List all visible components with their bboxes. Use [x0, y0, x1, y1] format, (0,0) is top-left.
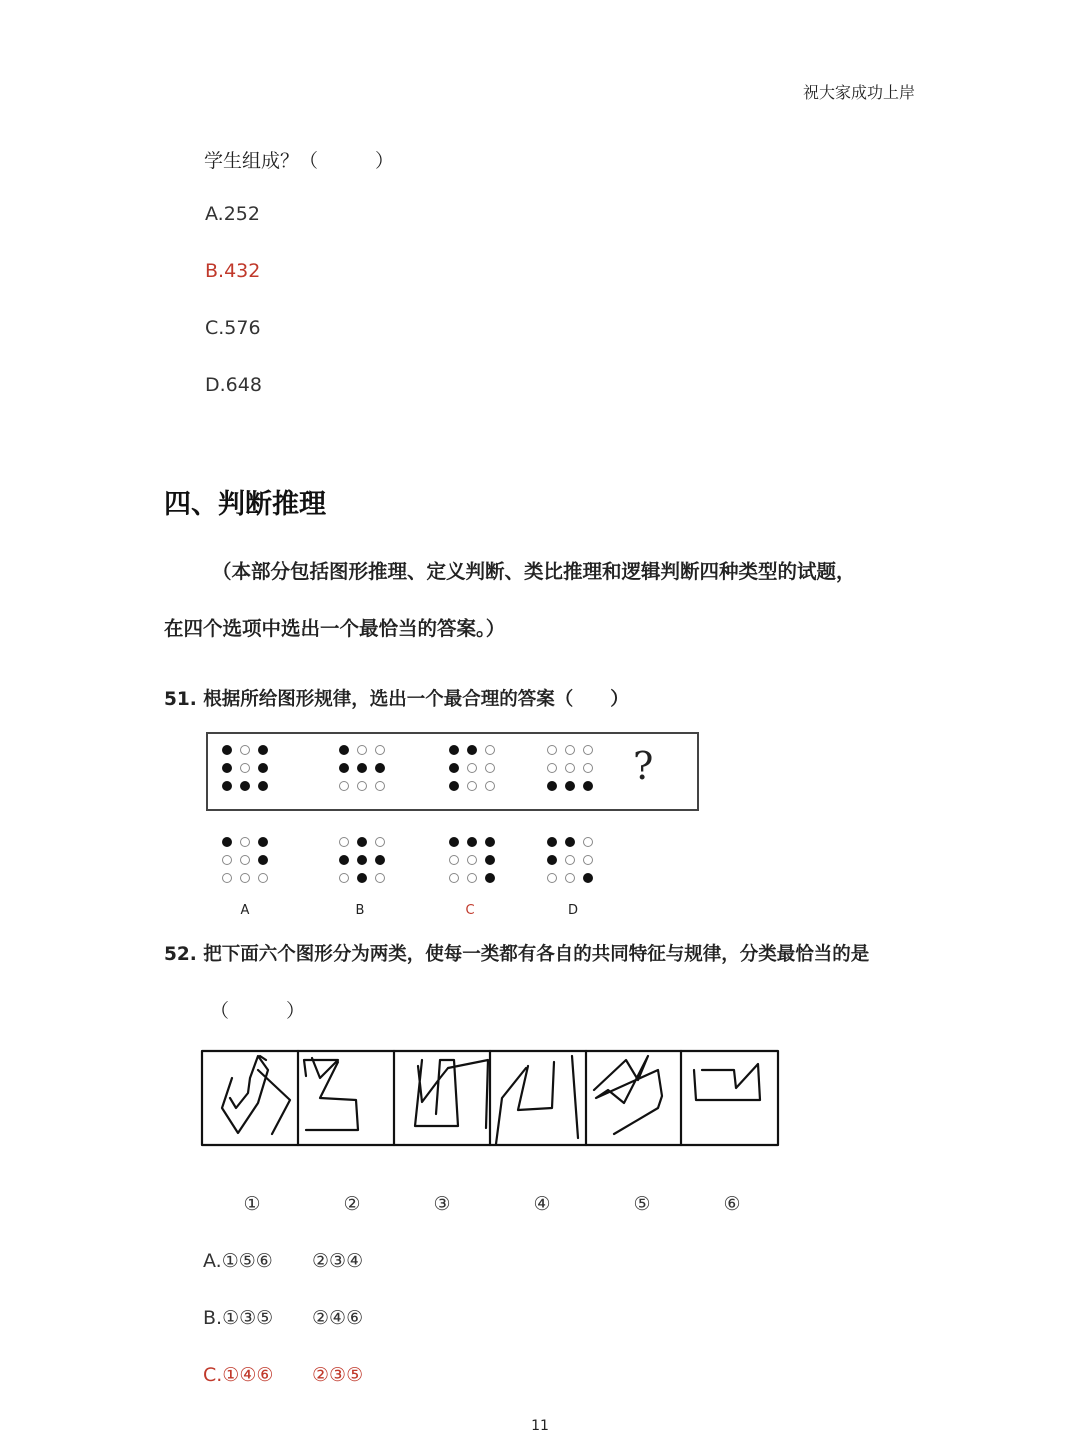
q51-seq-1-dot	[222, 781, 232, 791]
question-continuation: 学生组成？（ ）	[204, 150, 395, 172]
q51-answer-b-dot	[339, 855, 349, 865]
q51-seq-2-dot	[357, 781, 367, 791]
section-intro-line1: （本部分包括图形推理、定义判断、类比推理和逻辑判断四种类型的试题，	[212, 560, 856, 583]
q52-figure-6	[694, 1064, 760, 1100]
q51-seq-4-dot	[547, 745, 557, 755]
q51-answer-b-dot	[339, 837, 349, 847]
q51-answer-b-dot	[357, 837, 367, 847]
q51-answer-c-dot	[449, 855, 459, 865]
q51-answer-c-label: C	[465, 903, 475, 918]
q52-fig-label-3: ③	[433, 1193, 451, 1215]
q52-fig-label-4: ④	[533, 1193, 551, 1215]
q52-option-a: A.①⑤⑥	[203, 1250, 273, 1272]
q51-seq-4-dot	[565, 763, 575, 773]
q52-figure-strip	[200, 1048, 782, 1148]
q51-seq-2-dot	[339, 781, 349, 791]
q52-text: 52. 把下面六个图形分为两类，使每一类都有各自的共同特征与规律，分类最恰当的是	[164, 944, 870, 965]
q52-figure-2	[304, 1058, 358, 1130]
q51-seq-1-dot	[222, 745, 232, 755]
q52-fig-label-6: ⑥	[723, 1193, 741, 1215]
q51-answer-a-dot	[222, 873, 232, 883]
q51-seq-2-dot	[339, 745, 349, 755]
q52-fig-label-1: ①	[243, 1193, 261, 1215]
q51-seq-4-dot	[547, 763, 557, 773]
q51-answer-d-dot	[583, 873, 593, 883]
q51-seq-3-dot	[467, 763, 477, 773]
option-d: D.648	[205, 374, 262, 396]
q51-answer-d-dot	[547, 837, 557, 847]
q51-seq-2-dot	[375, 745, 385, 755]
q52-option-c-group2-correct: ②③⑤	[312, 1364, 364, 1386]
q51-answer-c-dot	[485, 873, 495, 883]
q51-seq-3-dot	[449, 745, 459, 755]
q51-answer-d-dot	[583, 837, 593, 847]
q51-answer-b-dot	[357, 873, 367, 883]
q52-figure-3	[415, 1060, 488, 1128]
q52-fig-label-5: ⑤	[633, 1193, 651, 1215]
q51-answer-d-dot	[565, 837, 575, 847]
q51-seq-1-dot	[240, 745, 250, 755]
q51-seq-3-dot	[467, 745, 477, 755]
q51-answer-a-dot	[222, 855, 232, 865]
option-b-correct: B.432	[205, 260, 261, 282]
q52-paren: （ ）	[210, 1000, 306, 1022]
q51-question-mark: ?	[633, 744, 654, 788]
q51-answer-c-dot	[449, 837, 459, 847]
q52-fig-label-2: ②	[343, 1193, 361, 1215]
q51-seq-3-dot	[449, 781, 459, 791]
q51-seq-4-dot	[583, 781, 593, 791]
q51-answer-a-dot	[258, 855, 268, 865]
q52-figure-4	[496, 1056, 578, 1144]
q51-answer-c-dot	[485, 855, 495, 865]
q52-figure-1	[222, 1056, 290, 1134]
q51-answer-a-dot	[258, 837, 268, 847]
q51-seq-2-dot	[375, 763, 385, 773]
q51-seq-2-dot	[339, 763, 349, 773]
section-intro-line2: 在四个选项中选出一个最恰当的答案。）	[164, 617, 506, 640]
q51-text: 51. 根据所给图形规律，选出一个最合理的答案（ ）	[164, 689, 629, 710]
q51-answer-a-dot	[240, 855, 250, 865]
q51-answer-b-dot	[357, 855, 367, 865]
q51-seq-4-dot	[565, 745, 575, 755]
q51-seq-3-dot	[485, 781, 495, 791]
q51-answer-d-dot	[565, 873, 575, 883]
q51-answer-c-dot	[467, 873, 477, 883]
q51-seq-2-dot	[375, 781, 385, 791]
q52-option-a-group2: ②③④	[312, 1250, 364, 1272]
option-a: A.252	[205, 203, 260, 225]
option-c: C.576	[205, 317, 261, 339]
q51-answer-a-dot	[240, 837, 250, 847]
q51-seq-4-dot	[565, 781, 575, 791]
q51-answer-c-dot	[467, 837, 477, 847]
q51-answer-c-dot	[485, 837, 495, 847]
q51-seq-1-dot	[258, 781, 268, 791]
q51-answer-d-dot	[547, 855, 557, 865]
q51-answer-a-dot	[258, 873, 268, 883]
q51-seq-4-dot	[583, 745, 593, 755]
q51-answer-b-dot	[375, 873, 385, 883]
q51-answer-a-dot	[222, 837, 232, 847]
q51-answer-d-dot	[583, 855, 593, 865]
q51-answer-d-label: D	[567, 903, 578, 918]
q51-answer-b-dot	[339, 873, 349, 883]
q51-seq-3-dot	[485, 763, 495, 773]
q51-seq-4-dot	[547, 781, 557, 791]
q51-answer-c-dot	[449, 873, 459, 883]
q51-answer-d-dot	[547, 873, 557, 883]
q51-answer-b-label: B	[355, 903, 365, 918]
q51-seq-4-dot	[583, 763, 593, 773]
q52-figure-5	[594, 1056, 662, 1134]
q52-option-b: B.①③⑤	[203, 1307, 274, 1329]
q51-seq-1-dot	[240, 781, 250, 791]
q51-answer-a-dot	[240, 873, 250, 883]
q51-answer-d-dot	[565, 855, 575, 865]
q51-seq-2-dot	[357, 745, 367, 755]
page-header: 祝大家成功上岸	[802, 83, 915, 102]
q51-answer-c-dot	[467, 855, 477, 865]
q51-seq-3-dot	[467, 781, 477, 791]
q51-seq-1-dot	[258, 745, 268, 755]
q51-answer-b-dot	[375, 855, 385, 865]
q51-seq-1-dot	[258, 763, 268, 773]
section-title: 四、判断推理	[164, 489, 326, 520]
q52-option-b-group2: ②④⑥	[312, 1307, 364, 1329]
q51-seq-1-dot	[222, 763, 232, 773]
q51-answer-b-dot	[375, 837, 385, 847]
q51-seq-3-dot	[449, 763, 459, 773]
q51-answer-a-label: A	[240, 903, 250, 918]
page-number: 11	[531, 1418, 549, 1434]
q51-seq-3-dot	[485, 745, 495, 755]
q51-seq-1-dot	[240, 763, 250, 773]
q51-seq-2-dot	[357, 763, 367, 773]
q52-option-c-correct: C.①④⑥	[203, 1364, 274, 1386]
